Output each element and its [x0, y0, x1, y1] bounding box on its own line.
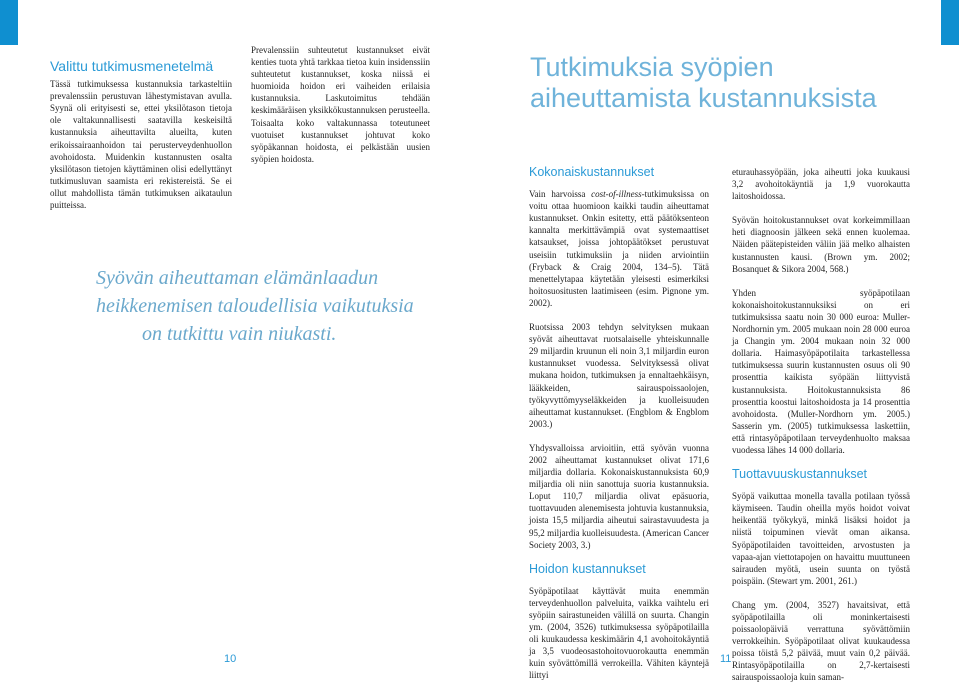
care-costs-paragraph-3: Yhden syöpäpotilaan kokonaishoitokustannuksiksi on eri tutkimuksissa saatu noin 30 000 euroa: Muller-Nordhornin ym. 2005 mukaan noin 28 000 euroa ja Changin ym. 2004 mukaan noin 32 000 dollaria. Haimasyöpäpotilaita tarkastellessa tutkimuksessa suurin kustannusten osuus oli 90 prosenttia kaikista syöpään liittyvistä kustannuksista. Hoitokustannuksista 86 prosenttia koostui laitoshoidosta ja 14 prosenttia avohoidosta. (Muller-Nordhorn ym. 2005.) Sasserin ym. (2005) tutkimuksessa laskettiin, että rintasyöpäpotilaan terveydenhuolto maksaa vuodessa lähes 14 000 dollaria. — [732, 287, 910, 455]
care-costs-paragraph-2: Syövän hoitokustannukset ovat korkeimmillaan heti diagnoosin jälkeen sekä ennen kuolemaa. Näiden päätepisteiden väliin jää melko alhaisten kustannusten kausi. (Brown ym. 2002; Bosanquet & Sikora 2004, 568.) — [732, 215, 910, 274]
quote-line: on tutkittu vain niukasti. — [142, 323, 337, 345]
right-column-2 — [732, 166, 910, 696]
quote-line: Syövän aiheuttaman elämänlaadun — [96, 267, 379, 289]
pull-quote — [96, 264, 416, 348]
section-heading-productivity: Tuottavuuskustannukset — [732, 467, 868, 482]
page-number-right: 11 — [720, 653, 732, 665]
section-heading-care-costs: Hoidon kustannukset — [529, 561, 646, 576]
left-column-2 — [251, 44, 430, 177]
left-column-1 — [50, 60, 232, 223]
productivity-paragraph-2: Chang ym. (2004, 3527) havaitsivat, että syöpäpotilailla oli moninkertaisesti poissaolopäiviä verrattuna syövättömiin verrokkeihin. Syöpäpotilaat olivat kuukaudessa poissa töistä 5,2 päivää, muut vain 0,2 päivää. Rintasyöpäpotilailla on 2,7-kertaisesti sairauspoissaoloja kuin saman- — [732, 599, 910, 683]
right-column-1 — [529, 166, 709, 694]
section-heading-total-costs: Kokonaiskustannukset — [529, 165, 655, 179]
page-number-left: 10 — [224, 653, 237, 665]
care-costs-paragraph-cont: eturauhassyöpään, joka aiheutti joka kuukausi 3,2 avohoitokäyntiä ja 1,9 vuorokautta laitoshoidossa. — [732, 167, 910, 202]
prevalence-paragraph: Prevalenssiin suhteutetut kustannukset eivät kenties tuota yhtä tarkkaa tietoa kuin insidenssiin suhteutetut kustannukset, koska niissä ei huomioida hoidon eri vaiheiden erilaisia kustannuksia. Laskutoimitus tehdään keskimääräisen yksikkökustannuksen perusteella. Toisaalta koko valtakunnassa toteutuneet vuotuiset kustannukset johtuvat koko syöpäkannan hoidosta, ei pelkästään uusien syöpien hoidosta. — [251, 45, 430, 164]
left-corner-bar — [0, 0, 18, 45]
total-costs-paragraph-2: Ruotsissa 2003 tehdyn selvityksen mukaan syövät aiheuttavat ruotsalaiselle yhteiskunnalle 29 miljardin kruunun eli noin 3,1 miljardin euron kustannukset vuodessa. Selvityksessä olivat mukana hoidon, tutkimuksen ja ennaltaehkäisyn, lääkkeiden, sairauspoissaolojen, työkyvyttömyyseläkkeiden ja kuolleisuuden aiheuttamat kustannukset. (Engblom & Engblom 2003.) — [529, 322, 709, 429]
productivity-paragraph-1: Syöpä vaikuttaa monella tavalla potilaan työssä käymiseen. Taudin oheilla myös hoidot voivat heikentää työkykyä, minkä lisäksi hoidot ja niistä toipuminen vievät oman aikansa. Syöpäpotilaiden tavoitteiden, arvostusten ja vapaa-ajan viettotapojen on havaittu muuttuneen sairauden myötä, usein suunta on työstä poispäin. (Stewart ym. 2001, 261.) — [732, 491, 910, 586]
care-costs-paragraph: Syöpäpotilaat käyttävät muita enemmän terveydenhuollon palveluita, vaikka vaihtelu eri syöpiin sairastuneiden välillä on suurta. Changin ym. (2004, 3526) tutkimuksessa syöpäpotilailla oli kuukaudessa keskimäärin 4,1 avohoitokäyntiä ja 3,5 vuodeosastohoitovuorokautta enemmän kuin syövättömillä verrokeilla. Vähiten käyntejä liittyi — [529, 585, 709, 681]
method-paragraph: Tässä tutkimuksessa kustannuksia tarkasteltiin prevalenssiin perustuvan lähestymistavan avulla. Syynä oli erityisesti se, ettei yksilötason tietoja ole valtakunnallisesti saatavilla keskeisiltä kustannuksia aiheuttavilta alueilta, kuten erikoissairaanhoidon tai perusterveydenhuollon avohoidosta. Muidenkin kustannusten osalta yksilötason tietojen käyttäminen olisi edellyttänyt tutkimusluvan saamista eri rekistereistä. Se ei ollut mahdollista tämän tutkimuksen aikataulun puitteissa. — [50, 79, 232, 211]
section-heading-method: Valittu tutkimusmenetelmä — [50, 58, 214, 74]
right-corner-bar — [941, 0, 959, 45]
total-costs-paragraph-3: Yhdysvalloissa arvioitiin, että syövän vuonna 2002 aiheuttamat kustannukset olivat 171,6 miljardia dollaria. Kokonaiskustannuksista 60,9 miljardia oli niin sanottuja suoria kustannuksia. Loput 110,7 miljardia olivat epäsuoria, tuottavuuden alenemisesta johtuvia kustannuksia, joista 15,5 miljardia aiheutui sairastavuudesta ja 95,2 miljardia kuolleisuudesta. (American Cancer Society 2003, 3.) — [529, 442, 709, 550]
total-costs-paragraph-1: Vain harvoissa cost-of-illness-tutkimuksissa on voitu ottaa huomioon kaikki taudin aiheuttamat kustannukset. Onkin esitetty, että päätöksenteon kannalta merkittävämpiä ovat systemaattiset katsaukset, joissa johtopäätökset perustuvat useisiin tutkimuksiin ja niiden arviointiin (Fryback & Craig 2004, 134–5). Tätä menettelytapaa käytetään yleisesti esimerkiksi hoitosuositusten laatimiseen (esim. Pignone ym. 2002). — [529, 189, 709, 308]
page-title: Tutkimuksia syöpien aiheuttamista kustannuksista — [530, 52, 877, 113]
quote-line: heikkenemisen taloudellisia vaikutuksia — [96, 295, 414, 317]
